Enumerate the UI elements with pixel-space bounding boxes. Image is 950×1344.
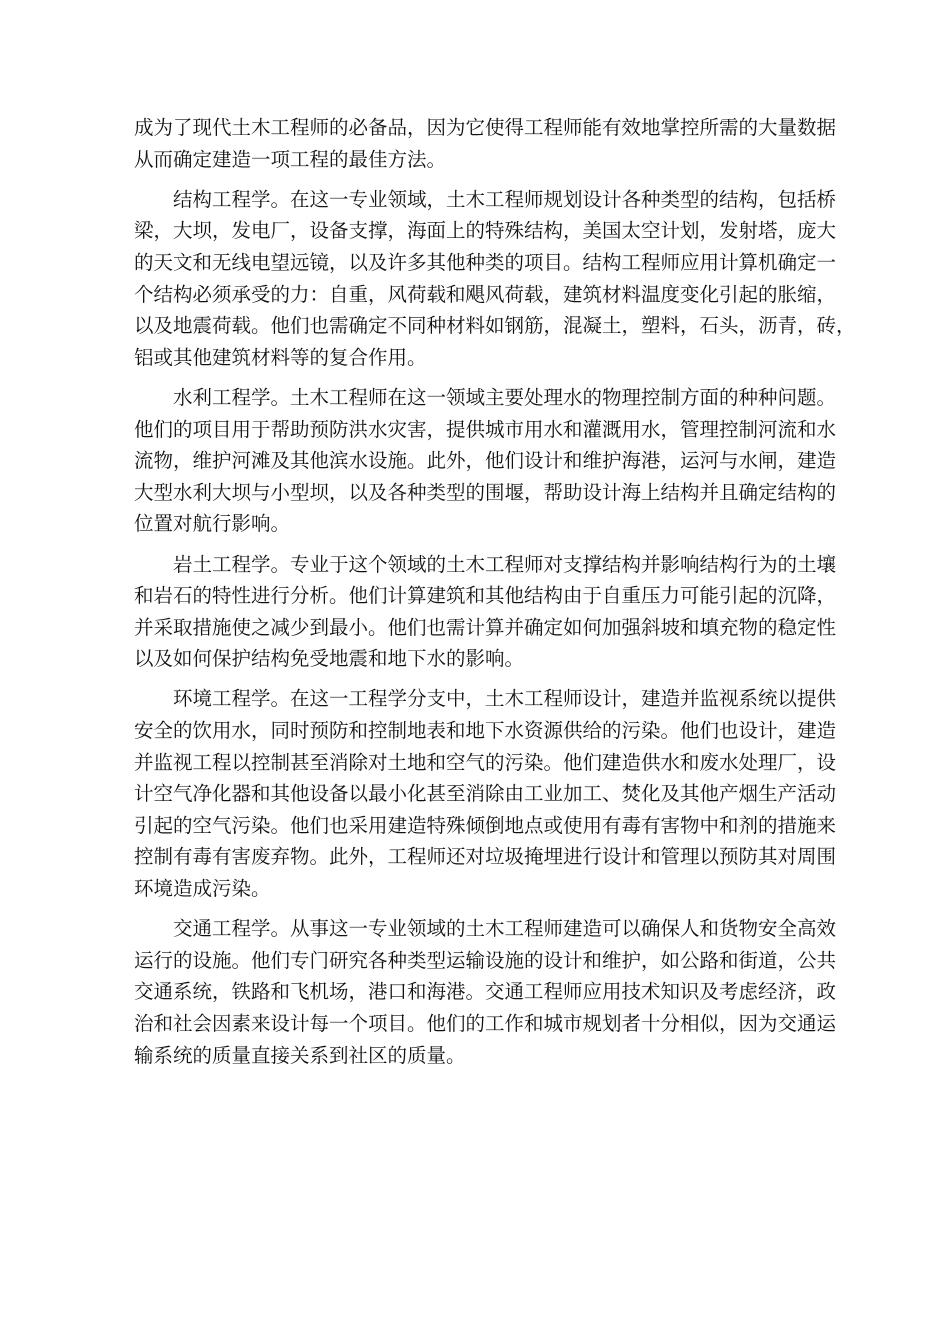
text-line: 以及如何保护结构免受地震和地下水的影响。 [134, 647, 525, 671]
text-line: 他们的项目用于帮助预防洪水灾害，提供城市用水和灌溉用水，管理控制河流和水 [134, 417, 837, 441]
text-line: 以及地震荷载。他们也需确定不同种材料如钢筋，混凝土，塑料，石头，沥青，砖， [134, 314, 856, 338]
text-line: 引起的空气污染。他们也采用建造特殊倾倒地点或使用有毒有害物中和剂的措施来 [134, 813, 837, 837]
text-line: 安全的饮用水，同时预防和控制地表和地下水资源供给的污染。他们也设计，建造 [134, 719, 837, 743]
text-line: 大型水利大坝与小型坝，以及各种类型的围堰，帮助设计海上结构并且确定结构的 [134, 480, 837, 504]
text-line: 运行的设施。他们专门研究各种类型运输设施的设计和维护，如公路和街道，公共 [134, 948, 837, 972]
text-line: 控制有毒有害废弃物。此外，工程师还对垃圾掩埋进行设计和管理以预防其对周围 [134, 845, 837, 869]
text-line: 梁，大坝，发电厂，设备支撑，海面上的特殊结构，美国太空计划，发射塔，庞大 [134, 219, 837, 243]
text-line: 环境造成污染。 [134, 877, 271, 901]
text-line: 岩土工程学。专业于这个领域的土木工程师对支撑结构并影响结构行为的土壤 [173, 552, 837, 576]
text-line: 输系统的质量直接关系到社区的质量。 [134, 1043, 466, 1067]
text-line: 交通工程学。从事这一专业领域的土木工程师建造可以确保人和货物安全高效 [173, 917, 837, 941]
text-line: 位置对航行影响。 [134, 512, 291, 536]
text-line: 个结构必须承受的力：自重，风荷载和飓风荷载，建筑材料温度变化引起的胀缩， [134, 282, 837, 306]
paragraph-hydraulic-engineering [134, 382, 837, 540]
text-line: 成为了现代土木工程师的必备品，因为它使得工程师能有效地掌控所需的大量数据 [134, 116, 837, 139]
text-line: 治和社会因素来设计每一个项目。他们的工作和城市规划者十分相似，因为交通运 [134, 1012, 837, 1035]
paragraph-geotechnical-engineering [134, 549, 837, 675]
body-text [134, 112, 856, 1080]
text-line: 流物，维护河滩及其他滨水设施。此外，他们设计和维护海港，运河与水闸，建造 [134, 449, 837, 473]
text-line: 铝或其他建筑材料等的复合作用。 [134, 345, 427, 369]
text-line: 水利工程学。土木工程师在这一领域主要处理水的物理控制方面的种种问题。 [173, 385, 837, 409]
text-line: 结构工程学。在这一专业领域，土木工程师规划设计各种类型的结构，包括桥 [173, 187, 837, 211]
paragraph-structural-engineering [134, 184, 856, 374]
text-line: 从而确定建造一项工程的最佳方法。 [134, 147, 447, 171]
text-line: 并监视工程以控制甚至消除对土地和空气的污染。他们建造供水和废水处理厂，设 [134, 750, 837, 774]
text-line: 交通系统，铁路和飞机场，港口和海港。交通工程师应用技术知识及考虑经济，政 [134, 980, 837, 1004]
text-line: 并采取措施使之减少到最小。他们也需计算并确定如何加强斜坡和填充物的稳定性 [134, 615, 837, 639]
paragraph-continuation [134, 112, 837, 175]
text-line: 环境工程学。在这一工程学分支中，土木工程师设计，建造并监视系统以提供 [173, 687, 837, 711]
paragraph-environmental-engineering [134, 683, 837, 904]
text-line: 的天文和无线电望远镜，以及许多其他种类的项目。结构工程师应用计算机确定一 [134, 250, 837, 274]
paragraph-transportation-engineering [134, 913, 837, 1071]
text-line: 和岩石的特性进行分析。他们计算建筑和其他结构由于自重压力可能引起的沉降， [134, 584, 837, 608]
text-line: 计空气净化器和其他设备以最小化甚至消除由工业加工、焚化及其他产烟生产活动 [134, 782, 837, 806]
